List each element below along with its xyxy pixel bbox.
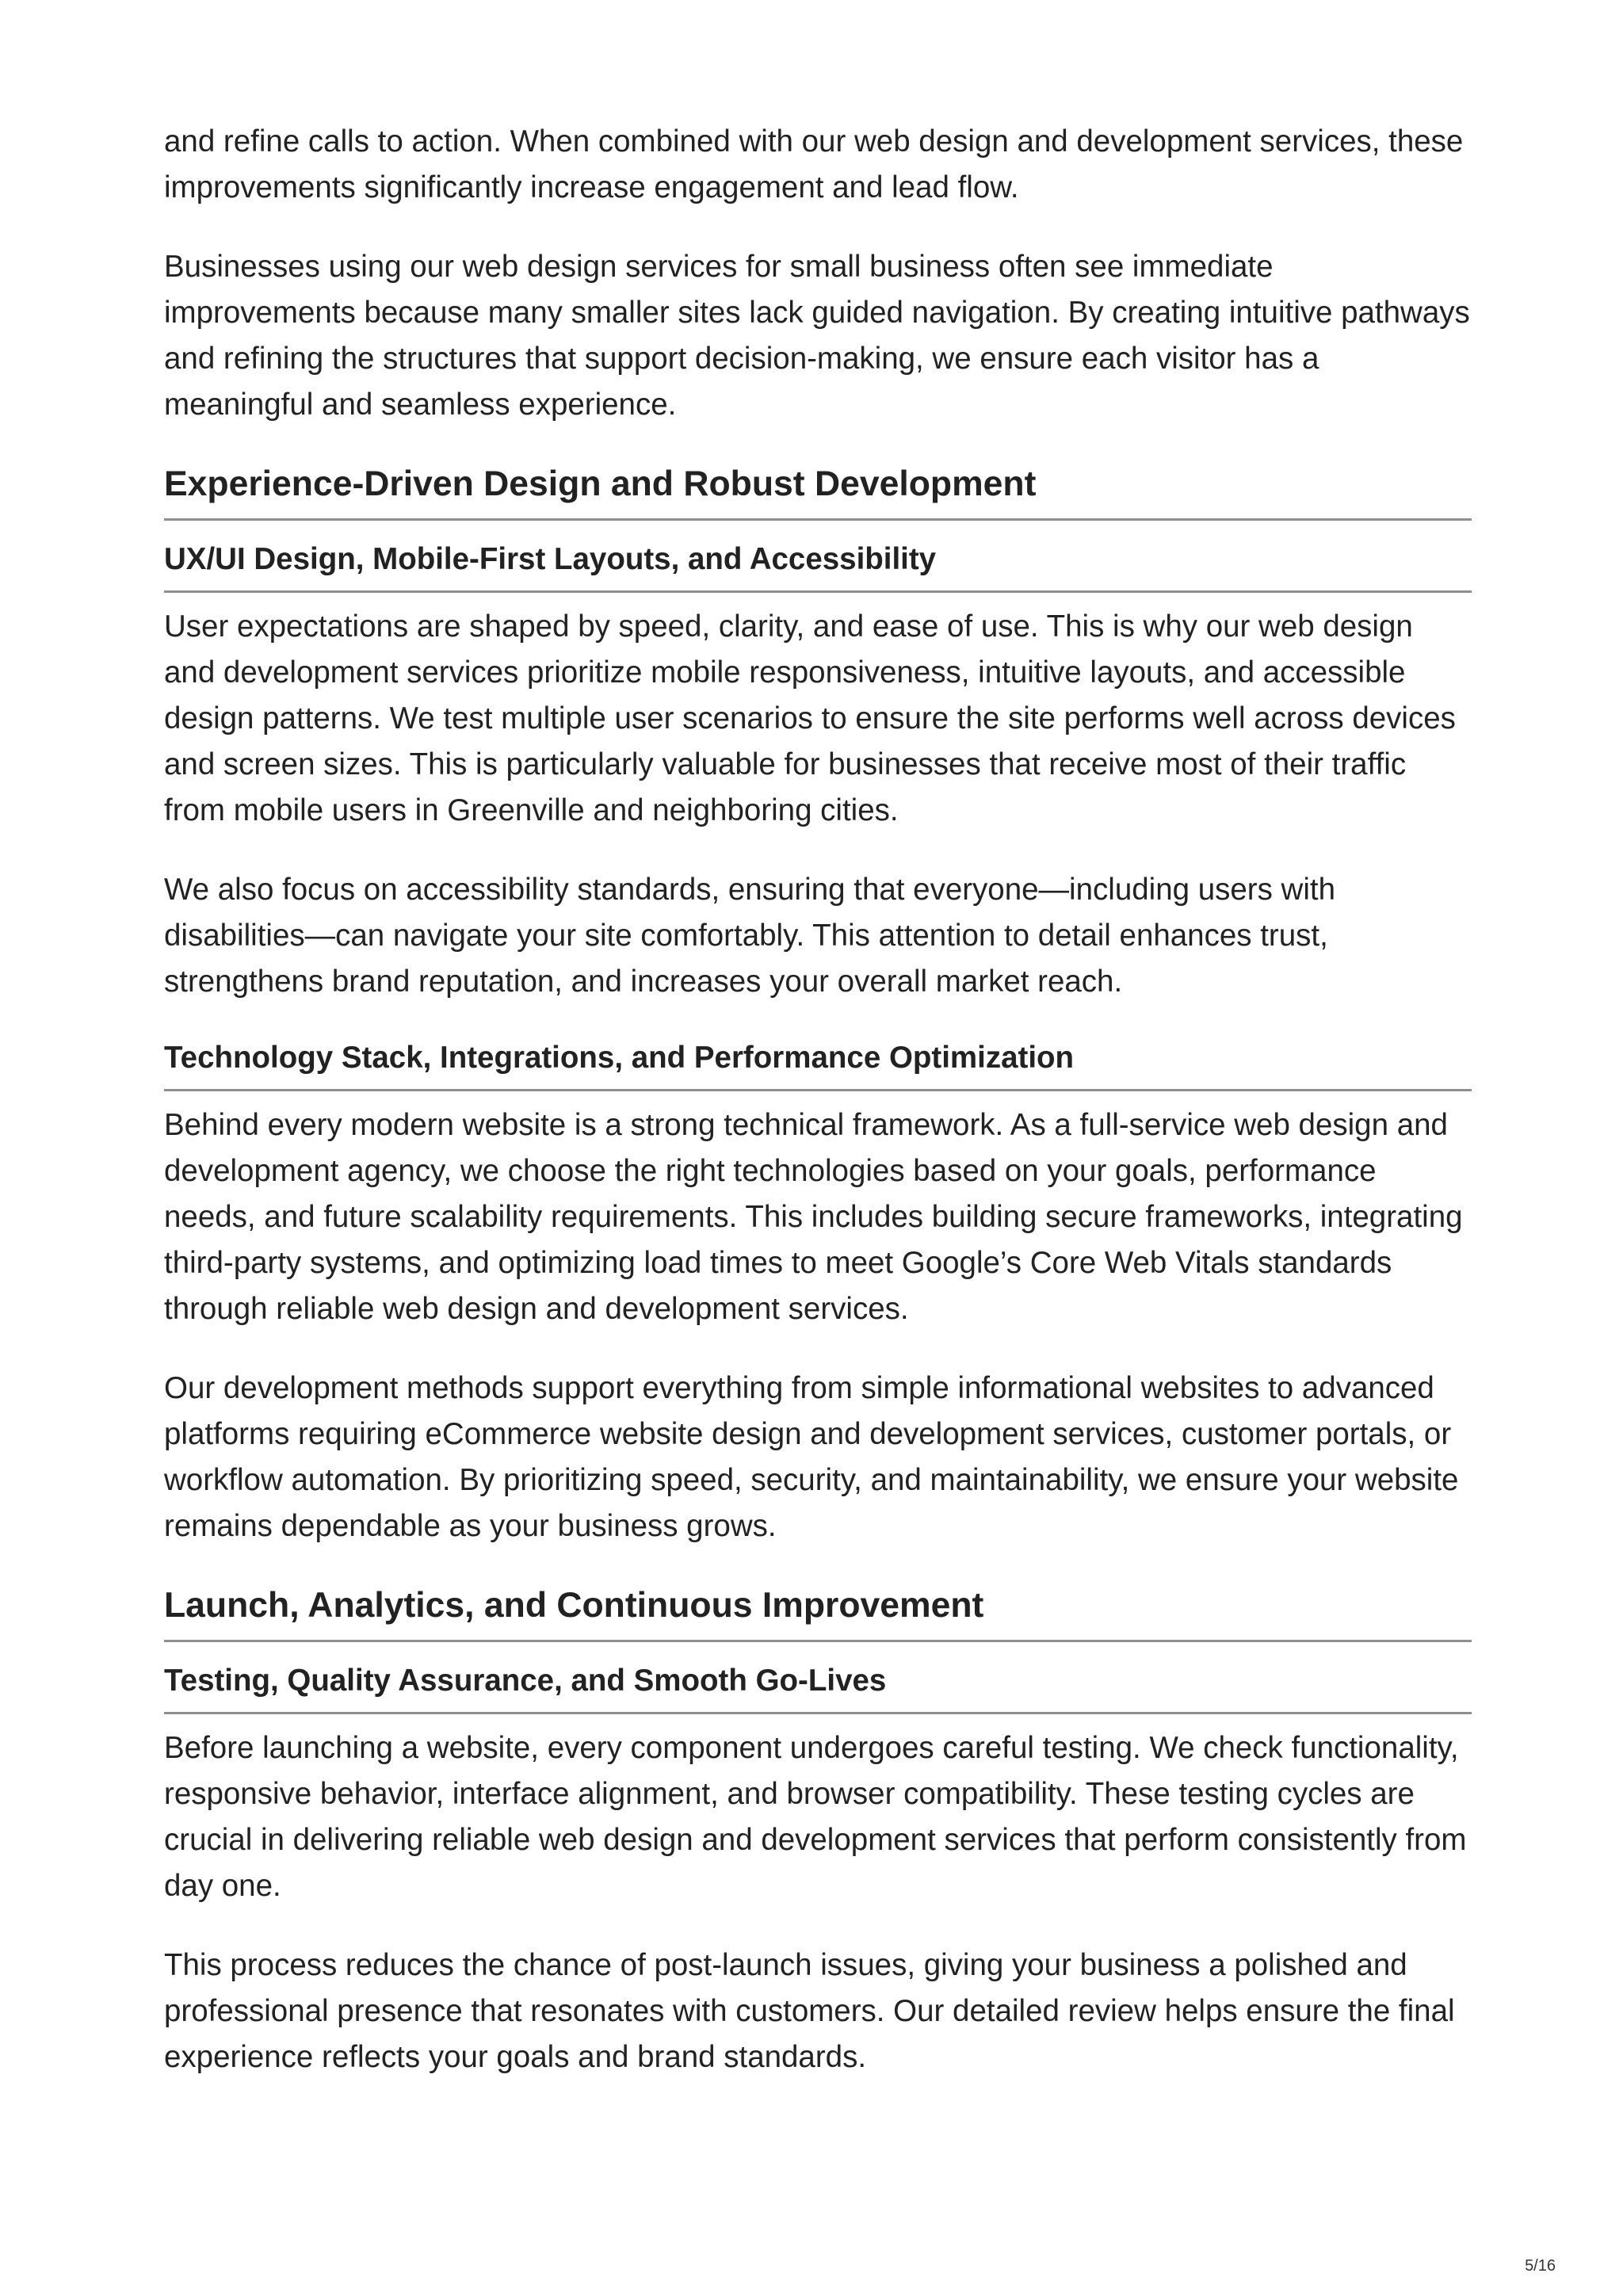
body-paragraph: and refine calls to action. When combined with our web design and development services, these improvements significantly increase engagement and lead flow.: [164, 124, 1464, 204]
body-paragraph: Behind every modern website is a strong technical framework. As a full-service web design and development agency, we choose the right technologies based on your goals, performance needs, and future scalability requirements. This includes building secure frameworks, integrating third-party systems, and optimizing load times to meet Google’s Core Web Vitals standards through reliable web design and development services.: [164, 1108, 1463, 1326]
document-page: [164, 119, 1472, 2114]
section-heading: Launch, Analytics, and Continuous Improvement: [164, 1583, 1472, 1642]
body-paragraph: Businesses using our web design services for small business often see immediate improvements because many smaller sites lack guided navigation. By creating intuitive pathways and refining the structures that support decision-making, we ensure each visitor has a meaningful and seamless experience.: [164, 250, 1470, 422]
section-heading: Experience-Driven Design and Robust Development: [164, 461, 1472, 521]
subsection-heading: UX/UI Design, Mobile-First Layouts, and Accessibility: [164, 540, 1472, 593]
subsection-heading: Technology Stack, Integrations, and Performance Optimization: [164, 1038, 1472, 1091]
body-paragraph: We also focus on accessibility standards, ensuring that everyone—including users with disabilities—can navigate your site comfortably. This attention to detail enhances trust, strengthens brand reputation, and increases your overall market reach.: [164, 873, 1336, 999]
body-paragraph: User expectations are shaped by speed, clarity, and ease of use. This is why our web design and development services prioritize mobile responsiveness, intuitive layouts, and accessible design patterns. We test multiple user scenarios to ensure the site performs well across devices and screen sizes. This is particularly valuable for businesses that receive most of their traffic from mobile users in Greenville and neighboring cities.: [164, 609, 1456, 827]
body-paragraph: This process reduces the chance of post-launch issues, giving your business a polished and professional presence that resonates with customers. Our detailed review helps ensure the final experience reflects your goals and brand standards.: [164, 1948, 1455, 2074]
body-paragraph: Before launching a website, every component undergoes careful testing. We check functionality, responsive behavior, interface alignment, and browser compatibility. These testing cycles are crucial in delivering reliable web design and development services that perform consistently from day one.: [164, 1731, 1467, 1903]
subsection-heading: Testing, Quality Assurance, and Smooth Go-Lives: [164, 1661, 1472, 1714]
body-paragraph: Our development methods support everything from simple informational websites to advanced platforms requiring eCommerce website design and development services, customer portals, or workflow automation. By prioritizing speed, security, and maintainability, we ensure your website remains dependable as your business grows.: [164, 1371, 1459, 1543]
page-number: 5/16: [1525, 2257, 1556, 2275]
